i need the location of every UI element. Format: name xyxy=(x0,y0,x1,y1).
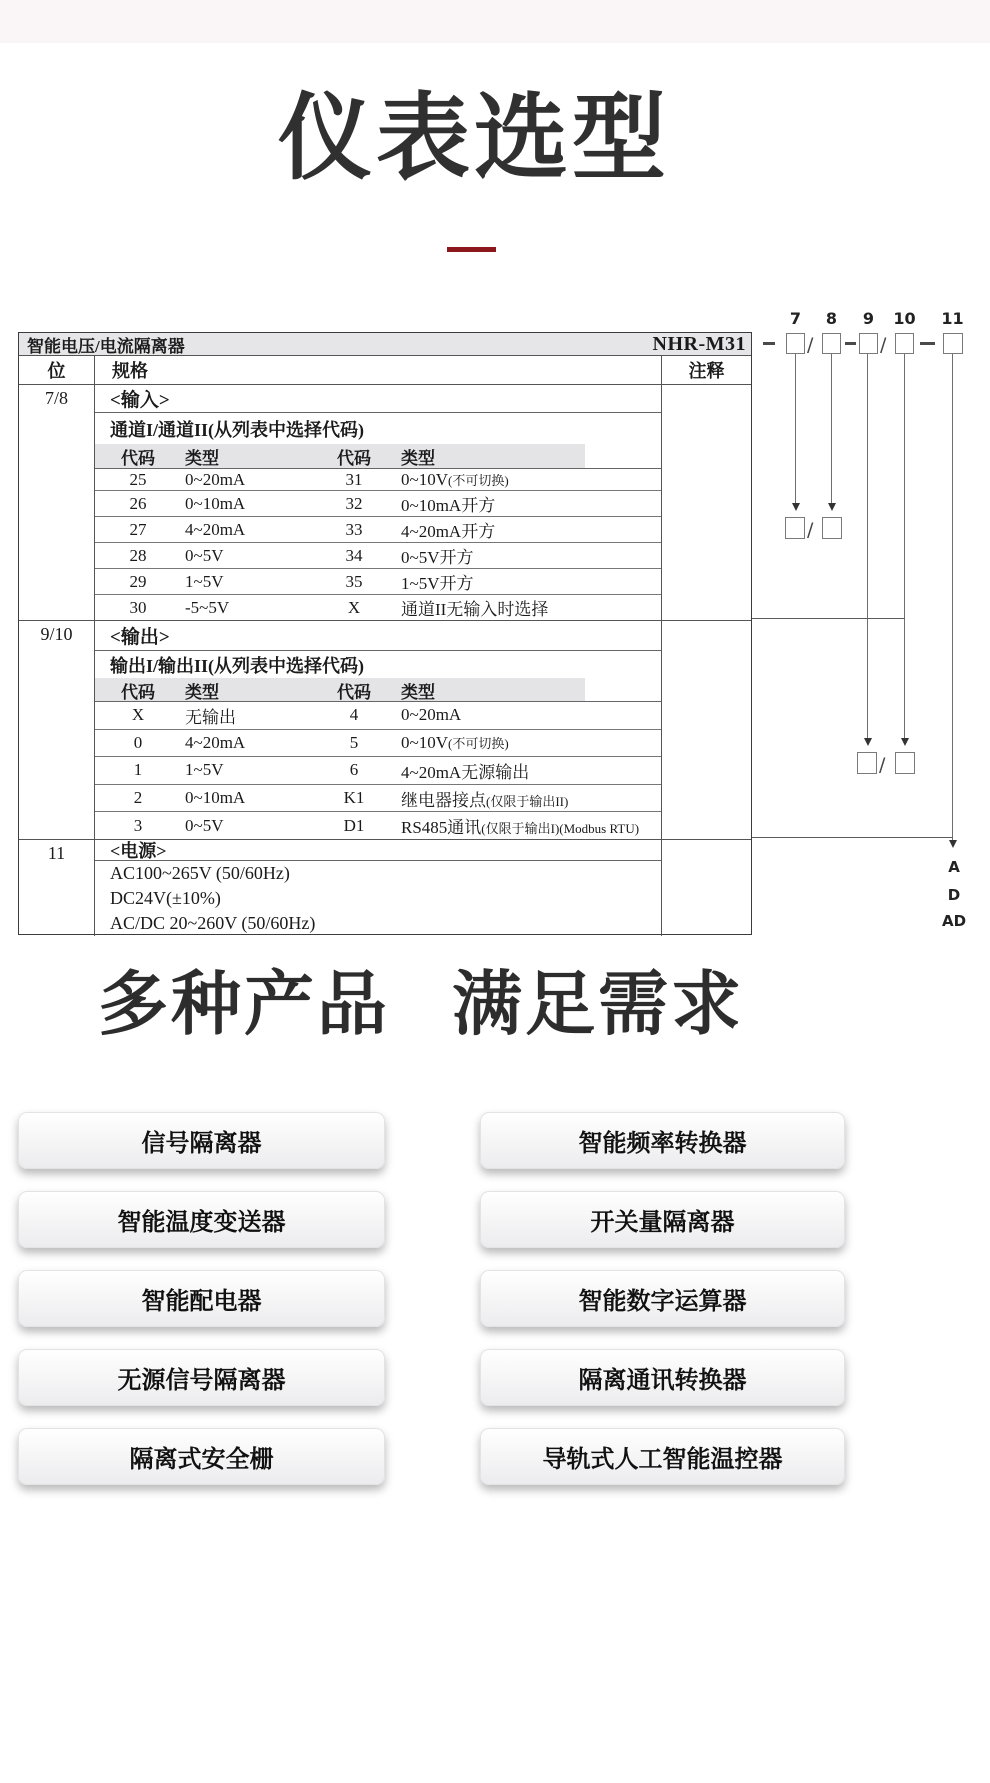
code-value: K1 xyxy=(343,788,365,808)
type-value xyxy=(397,705,661,725)
type-text: 继电器接点 xyxy=(401,790,486,810)
leader-line-11 xyxy=(952,354,953,840)
product-button-safety-barrier[interactable]: 隔离式安全栅 xyxy=(18,1428,385,1485)
product-button-rail-temp-controller[interactable]: 导轨式人工智能温控器 xyxy=(480,1428,845,1485)
section-spec xyxy=(95,385,662,620)
type-value: 4~20mA xyxy=(185,519,246,539)
product-column-right xyxy=(480,1112,845,1485)
digit-9: 9 xyxy=(862,309,875,328)
arrow-icon xyxy=(828,503,836,511)
table-row xyxy=(95,784,661,812)
type-value xyxy=(397,813,661,838)
type-note: (不可切换) xyxy=(447,735,509,751)
leader-line-9 xyxy=(867,354,868,738)
type-value: 0~5V xyxy=(185,545,224,565)
type-header: 类型 xyxy=(401,683,435,702)
product-button-digital-calculator[interactable]: 智能数字运算器 xyxy=(480,1270,845,1327)
code-value: 32 xyxy=(345,493,363,513)
note-cell xyxy=(662,840,751,936)
code-box-11 xyxy=(943,333,963,354)
code-box-8 xyxy=(822,333,841,354)
input-section xyxy=(19,385,751,620)
code-value: X xyxy=(131,705,145,725)
section-spec xyxy=(95,621,662,839)
product-button-temp-transmitter[interactable]: 智能温度变送器 xyxy=(18,1191,385,1248)
slash-separator: / xyxy=(807,334,814,356)
section-pos: 11 xyxy=(19,840,95,936)
table-row xyxy=(95,811,661,839)
arrow-icon xyxy=(792,503,800,511)
section-pos: 7/8 xyxy=(19,385,95,620)
product-button-frequency-converter[interactable]: 智能频率转换器 xyxy=(480,1112,845,1169)
type-header: 类型 xyxy=(401,449,435,468)
table-header-row xyxy=(19,356,751,385)
table-row xyxy=(95,568,661,594)
type-value xyxy=(397,595,661,620)
code-value: 4 xyxy=(349,705,359,725)
code-value: 29 xyxy=(129,571,147,591)
type-header: 类型 xyxy=(185,683,219,702)
leader-line-7 xyxy=(795,354,796,505)
type-value xyxy=(397,491,661,516)
code-value: 33 xyxy=(345,519,363,539)
section-heading: <电源> xyxy=(95,840,661,861)
code-header: 代码 xyxy=(121,683,155,702)
type-value xyxy=(397,569,661,594)
code-header: 代码 xyxy=(337,683,371,702)
dash-separator xyxy=(845,342,856,345)
type-value: 1~5V xyxy=(185,571,224,591)
section-extension-line xyxy=(752,837,953,838)
type-text: RS485通讯 xyxy=(401,818,482,838)
code-value: 25 xyxy=(129,469,147,489)
table-row xyxy=(95,756,661,784)
note-cell xyxy=(662,621,751,839)
code-value: 28 xyxy=(129,545,147,565)
code-value: 6 xyxy=(349,760,359,780)
top-banner xyxy=(0,0,990,43)
section-heading: <输入> xyxy=(95,385,661,413)
header-pos: 位 xyxy=(19,356,95,384)
table-product-title: 智能电压/电流隔离器 xyxy=(27,336,185,356)
code-value: 30 xyxy=(129,597,147,617)
slash-separator: / xyxy=(879,754,886,776)
output-section xyxy=(19,620,751,839)
selection-table xyxy=(18,332,752,935)
type-value xyxy=(397,758,661,783)
code-box-7 xyxy=(786,333,805,354)
arrow-icon xyxy=(949,840,957,848)
output-choice-box-2 xyxy=(895,752,915,774)
code-value: D1 xyxy=(343,815,365,835)
header-spec: 规格 xyxy=(95,356,662,384)
type-value xyxy=(397,786,661,811)
page-title: 仪表选型 xyxy=(277,85,670,190)
type-value: 1~5V xyxy=(185,760,224,780)
product-column-left xyxy=(18,1112,385,1485)
section-subheading: 输出I/输出II(从列表中选择代码) xyxy=(110,655,365,676)
section-heading: <输出> xyxy=(95,621,661,651)
code-value: X xyxy=(347,597,361,617)
code-value: 26 xyxy=(129,493,147,513)
type-value xyxy=(397,470,661,490)
type-value: 0~10mA xyxy=(185,493,246,513)
type-note: (不可切换) xyxy=(447,472,509,488)
section-subheading: 通道I/通道II(从列表中选择代码) xyxy=(110,419,365,440)
code-value: 5 xyxy=(349,732,359,752)
code-value: 35 xyxy=(345,571,363,591)
section-extension-line xyxy=(752,618,905,619)
output-code-rows xyxy=(95,702,661,839)
code-header-row xyxy=(95,444,661,469)
type-value xyxy=(397,733,661,753)
type-value: 无输出 xyxy=(185,707,236,727)
type-text: 1~5V开方 xyxy=(401,574,474,593)
type-note: (仅限于输出I)(Modbus RTU) xyxy=(481,821,640,837)
table-row xyxy=(95,594,661,620)
type-value xyxy=(397,517,661,542)
power-option: AC100~265V (50/60Hz) xyxy=(110,863,290,883)
product-button-signal-isolator[interactable]: 信号隔离器 xyxy=(18,1112,385,1169)
type-note: (仅限于输出II) xyxy=(486,793,569,809)
input-choice-box-2 xyxy=(822,517,842,539)
table-title-band xyxy=(19,333,751,356)
power-option: AC/DC 20~260V (50/60Hz) xyxy=(110,913,316,933)
code-value: 34 xyxy=(345,545,363,565)
products-title xyxy=(98,948,744,1049)
arrow-icon xyxy=(901,738,909,746)
type-text: 通道II无输入时选择 xyxy=(401,600,549,619)
code-value: 2 xyxy=(133,788,143,808)
slash-separator: / xyxy=(880,334,887,356)
product-button-comm-converter[interactable]: 隔离通讯转换器 xyxy=(480,1349,845,1406)
product-button-switch-isolator[interactable]: 开关量隔离器 xyxy=(480,1191,845,1248)
note-cell xyxy=(662,385,751,620)
code-header: 代码 xyxy=(337,449,371,468)
type-value xyxy=(397,543,661,568)
code-box-10 xyxy=(895,333,914,354)
type-value: 0~20mA xyxy=(185,469,246,489)
type-text: 0~20mA xyxy=(401,705,462,725)
product-button-passive-isolator[interactable]: 无源信号隔离器 xyxy=(18,1349,385,1406)
type-text: 0~10mA开方 xyxy=(401,496,496,515)
section-pos: 9/10 xyxy=(19,621,95,839)
code-header: 代码 xyxy=(121,449,155,468)
digit-8: 8 xyxy=(825,309,838,328)
code-header-row xyxy=(95,678,661,702)
type-text: 0~10V xyxy=(401,732,448,752)
digit-11: 11 xyxy=(941,309,964,328)
title-underline xyxy=(447,247,496,252)
input-code-rows xyxy=(95,469,661,620)
code-value: 0 xyxy=(133,732,143,752)
table-row xyxy=(95,490,661,516)
code-box-9 xyxy=(859,333,878,354)
power-section xyxy=(19,839,751,936)
products-title-right: 满足需求 xyxy=(452,965,744,1043)
input-choice-box-1 xyxy=(785,517,805,539)
dash-separator xyxy=(920,342,935,345)
power-option: DC24V(±10%) xyxy=(110,888,221,908)
model-number: NHR-M31 xyxy=(652,332,746,355)
type-text: 0~5V开方 xyxy=(401,548,474,567)
type-header: 类型 xyxy=(185,449,219,468)
dash-separator xyxy=(763,342,775,345)
output-choice-box-1 xyxy=(857,752,877,774)
type-value: 4~20mA xyxy=(185,732,246,752)
header-note: 注释 xyxy=(688,361,725,381)
leader-line-10 xyxy=(904,354,905,738)
power-letter-d: D xyxy=(947,886,961,904)
power-letter-a: A xyxy=(948,858,960,876)
table-row xyxy=(95,516,661,542)
type-value: -5~5V xyxy=(185,597,230,617)
table-row xyxy=(95,729,661,757)
code-value: 27 xyxy=(129,519,147,539)
type-text: 4~20mA无源输出 xyxy=(401,762,530,782)
code-value: 1 xyxy=(133,760,143,780)
table-row xyxy=(95,702,661,729)
power-letter-ad: AD xyxy=(941,912,967,930)
leader-line-8 xyxy=(831,354,832,505)
code-value: 31 xyxy=(345,469,363,489)
code-value: 3 xyxy=(133,815,143,835)
section-spec xyxy=(95,840,662,936)
type-text: 0~10V xyxy=(401,469,448,489)
arrow-icon xyxy=(864,738,872,746)
products-title-left: 多种产品 xyxy=(98,965,390,1043)
type-value: 0~5V xyxy=(185,815,224,835)
digit-10: 10 xyxy=(893,309,916,328)
type-text: 4~20mA开方 xyxy=(401,522,496,541)
table-row xyxy=(95,469,661,490)
table-row xyxy=(95,542,661,568)
type-value: 0~10mA xyxy=(185,788,246,808)
product-button-distributor[interactable]: 智能配电器 xyxy=(18,1270,385,1327)
digit-7: 7 xyxy=(789,309,802,328)
slash-separator: / xyxy=(807,519,814,541)
